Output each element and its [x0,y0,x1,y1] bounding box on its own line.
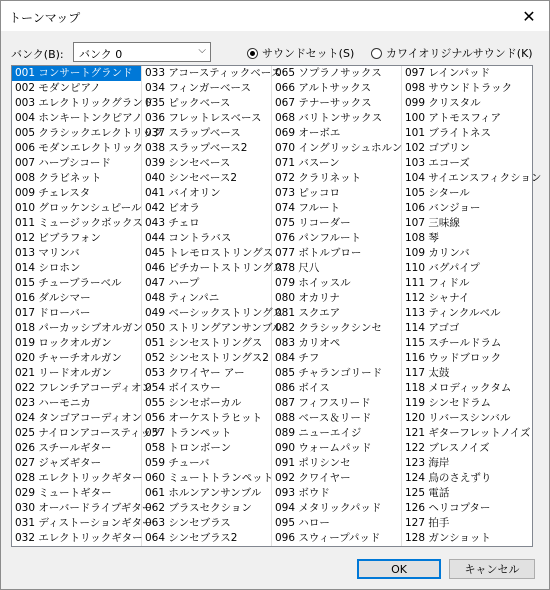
title-bar [1,1,549,31]
tone-item[interactable]: 012 ビブラフォン [15,232,101,244]
tone-item[interactable]: 037 スラップベース [145,127,241,139]
tone-item[interactable]: 099 クリスタル [405,97,481,109]
tone-item[interactable]: 021 リードオルガン [15,367,112,379]
tone-item[interactable]: 014 シロホン [15,262,81,274]
tone-item[interactable]: 070 イングリッシュホルン [275,142,403,154]
tone-column [142,66,284,546]
tone-list [11,65,542,547]
tone-item[interactable]: 123 海岸 [405,457,450,469]
tone-item[interactable]: 121 ギターフレットノイズ [405,427,531,439]
tone-item[interactable]: 043 チェロ [145,217,200,229]
tone-item[interactable]: 081 スクエア [275,307,341,319]
tone-item[interactable]: 095 ハロー [275,517,330,529]
tone-item[interactable]: 008 クラビネット [15,172,102,184]
tone-item[interactable]: 024 タンゴアコーディオン [15,412,143,424]
tone-item[interactable]: 027 ジャズギター [15,457,102,469]
tone-item[interactable]: 026 スチールギター [15,442,112,454]
tone-item[interactable]: 105 シタール [405,187,470,199]
tone-item[interactable]: 097 レインパッド [405,67,491,79]
tone-item[interactable]: 049 ベーシックストリングス [145,307,284,319]
tone-item[interactable]: 079 ホイッスル [275,277,351,289]
radio-kawai-original-indicator [371,48,382,59]
radio-kawai-original[interactable] [371,45,533,61]
tone-item[interactable]: 091 ポリシンセ [275,457,351,469]
tone-item[interactable]: 068 バリトンサックス [275,112,383,124]
tone-item[interactable]: 032 エレクトリックギター [15,532,143,544]
tone-item[interactable]: 042 ビオラ [145,202,200,214]
tone-item[interactable]: 065 ソプラノサックス [275,67,382,79]
tone-item[interactable]: 128 ガンショット [405,532,491,544]
tone-item[interactable]: 096 スウィープパッド [275,532,381,544]
tone-item[interactable]: 117 太鼓 [405,367,450,379]
tone-item[interactable]: 061 ホルンアンサンブル [145,487,262,499]
tone-item[interactable]: 050 ストリングアンサンブル [145,322,283,334]
tone-item[interactable]: 059 チューバ [145,457,210,469]
tone-item[interactable]: 090 ウォームパッド [275,442,372,454]
tone-item[interactable]: 033 アコースティックベース [145,67,282,79]
tone-item[interactable]: 122 ブレスノイズ [405,442,490,454]
tone-column [12,66,164,546]
tone-item[interactable]: 094 メタリックパッド [275,502,382,514]
tone-item[interactable]: 051 シンセストリングス [145,337,263,349]
tone-item[interactable]: 101 ブライトネス [405,127,491,139]
tone-item[interactable]: 127 拍手 [405,517,450,529]
tone-item[interactable]: 029 ミュートギター [15,487,112,499]
tone-item[interactable]: 072 クラリネット [275,172,362,184]
tone-item[interactable]: 098 サウンドトラック [405,82,513,94]
tone-item[interactable]: 126 ヘリコプター [405,502,491,514]
tone-item[interactable]: 028 エレクトリックギター [15,472,143,484]
tone-item[interactable]: 086 ボイス [275,382,330,394]
tone-item[interactable]: 102 ゴブリン [405,142,470,154]
tone-item[interactable]: 074 フルート [275,202,340,214]
tone-item[interactable]: 018 パーカッシブオルガン [15,322,143,334]
tone-item[interactable]: 041 バイオリン [145,187,221,199]
tone-item[interactable]: 038 スラップベース2 [145,142,248,154]
tone-item[interactable]: 062 ブラスセクション [145,502,252,514]
tone-item[interactable]: 124 鳥のさえずり [405,472,492,484]
tone-item[interactable]: 088 ベース＆リード [275,412,372,424]
tone-item[interactable]: 058 トロンボーン [145,442,232,454]
tone-item[interactable]: 054 ボイスウー [145,382,221,394]
radio-sound-set[interactable] [247,45,354,61]
tone-item[interactable]: 125 電話 [405,487,450,499]
tone-item[interactable]: 022 フレンチアコーディオン [15,382,152,394]
tone-item[interactable]: 002 モダンピアノ [15,82,101,94]
tone-item[interactable]: 009 チェレスタ [15,187,91,199]
tone-item[interactable]: 030 オーバードライブギター [15,502,153,514]
tone-item[interactable]: 017 ドローバー [15,307,91,319]
tone-item[interactable]: 076 パンフルート [275,232,361,244]
tone-column [272,66,402,546]
tone-item[interactable]: 114 アゴゴ [405,322,460,334]
tone-item[interactable]: 115 スチールドラム [405,337,502,349]
tone-item[interactable]: 083 カリオペ [275,337,341,349]
tone-item[interactable]: 110 バグパイプ [405,262,480,274]
tone-item[interactable]: 118 メロディックタム [405,382,512,394]
tone-item[interactable]: 023 ハーモニカ [15,397,91,409]
tone-item[interactable]: 104 サイエンスフィクション [405,172,542,184]
tone-item[interactable]: 103 エコーズ [405,157,470,169]
tone-item[interactable]: 052 シンセストリングス2 [145,352,269,364]
radio-sound-set-label: サウンドセット(S) [262,47,355,60]
tone-item[interactable]: 005 クラシックエレクトリック [15,127,164,139]
tone-item[interactable]: 036 フレットレスベース [145,112,262,124]
tone-column [402,66,542,546]
tone-item[interactable]: 067 テナーサックス [275,97,372,109]
tone-item[interactable]: 112 シャナイ [405,292,470,304]
tone-item[interactable]: 055 シンセボーカル [145,397,242,409]
tone-item[interactable]: 020 チャーチオルガン [15,352,122,364]
tone-item[interactable]: 010 グロッケンシュピール [15,202,142,214]
tone-item[interactable]: 075 リコーダー [275,217,351,229]
radio-kawai-original-label: カワイオリジナルサウンド(K) [386,47,533,60]
tone-item[interactable]: 087 フィフスリード [275,397,371,409]
tone-item[interactable]: 063 シンセブラス [145,517,231,529]
tone-item[interactable]: 119 シンセドラム [405,397,492,409]
tone-item[interactable]: 060 ミュートトランペット [145,472,274,484]
tone-item[interactable]: 015 チューブラーベル [15,277,122,289]
ok-button[interactable]: OK [357,559,441,579]
tone-item[interactable]: 016 ダルシマー [15,292,91,304]
window-title: トーンマップ [9,11,81,25]
tone-item[interactable]: 011 ミュージックボックス [15,217,143,229]
tone-item[interactable]: 003 エレクトリックグランド [15,97,154,109]
tone-item[interactable]: 111 フィドル [405,277,470,289]
tone-item[interactable]: 082 クラシックシンセ [275,322,382,334]
tone-item[interactable]: 085 チャランゴリード [275,367,383,379]
tone-item[interactable]: 107 三味線 [405,217,460,229]
tone-item[interactable]: 013 マリンバ [15,247,80,259]
tone-item[interactable]: 106 バンジョー [405,202,481,214]
tone-item[interactable]: 039 シンセベース [145,157,231,169]
tone-item[interactable]: 045 トレモロストリングス [145,247,274,259]
tone-item[interactable]: 007 ハープシコード [15,157,111,169]
tone-item[interactable]: 056 オーケストラヒット [145,412,263,424]
tone-item[interactable]: 116 ウッドブロック [405,352,502,364]
radio-sound-set-indicator [247,48,258,59]
tone-item[interactable]: 040 シンセベース2 [145,172,238,184]
tone-item[interactable]: 080 オカリナ [275,292,340,304]
bank-label: バンク(B): [11,48,64,61]
tone-item[interactable]: 092 クワイヤー [275,472,351,484]
tone-item[interactable]: 084 チフ [275,352,320,364]
tone-item[interactable]: 120 リバースシンバル [405,412,511,424]
tone-item[interactable]: 006 モダンエレクトリック [15,142,143,154]
bank-value: バンク 0 [79,48,123,61]
tone-item[interactable]: 066 アルトサックス [275,82,372,94]
chevron-down-icon: ⌵ [198,45,206,56]
tone-item[interactable]: 001 コンサートグランド [12,66,141,81]
tone-item[interactable]: 053 クワイヤー アー [145,367,245,379]
tone-item[interactable]: 044 コントラバス [145,232,232,244]
tone-item[interactable]: 073 ピッコロ [275,187,340,199]
tone-item[interactable]: 035 ピックベース [145,97,231,109]
tone-item[interactable]: 046 ピチカートストリングス [145,262,284,274]
tone-item[interactable]: 109 カリンバ [405,247,470,259]
tone-item[interactable]: 034 フィンガーベース [145,82,252,94]
tone-item[interactable]: 069 オーボエ [275,127,341,139]
tone-item[interactable]: 089 ニューエイジ [275,427,362,439]
tone-item[interactable]: 048 ティンパニ [145,292,220,304]
tone-item[interactable]: 077 ボトルブロー [275,247,362,259]
tone-item[interactable]: 064 シンセブラス2 [145,532,238,544]
tone-item[interactable]: 113 ティンクルベル [405,307,501,319]
tone-item[interactable]: 108 琴 [405,232,439,244]
tone-item[interactable]: 071 バスーン [275,157,340,169]
tone-item[interactable]: 031 ディストーションギター [15,517,153,529]
tone-item[interactable]: 078 尺八 [275,262,320,274]
tone-item[interactable]: 025 ナイロンアコースティック [15,427,162,439]
tone-item[interactable]: 100 アトモスフィア [405,112,502,124]
tone-item[interactable]: 057 トランペット [145,427,232,439]
tone-item[interactable]: 093 ボウド [275,487,330,499]
tone-item[interactable]: 019 ロックオルガン [15,337,112,349]
close-icon[interactable]: ✕ [522,6,536,26]
bank-dropdown[interactable] [73,42,211,62]
cancel-button[interactable]: キャンセル [449,559,535,579]
tone-item[interactable]: 004 ホンキートンクピアノ [15,112,143,124]
tone-item[interactable]: 047 ハープ [145,277,200,289]
